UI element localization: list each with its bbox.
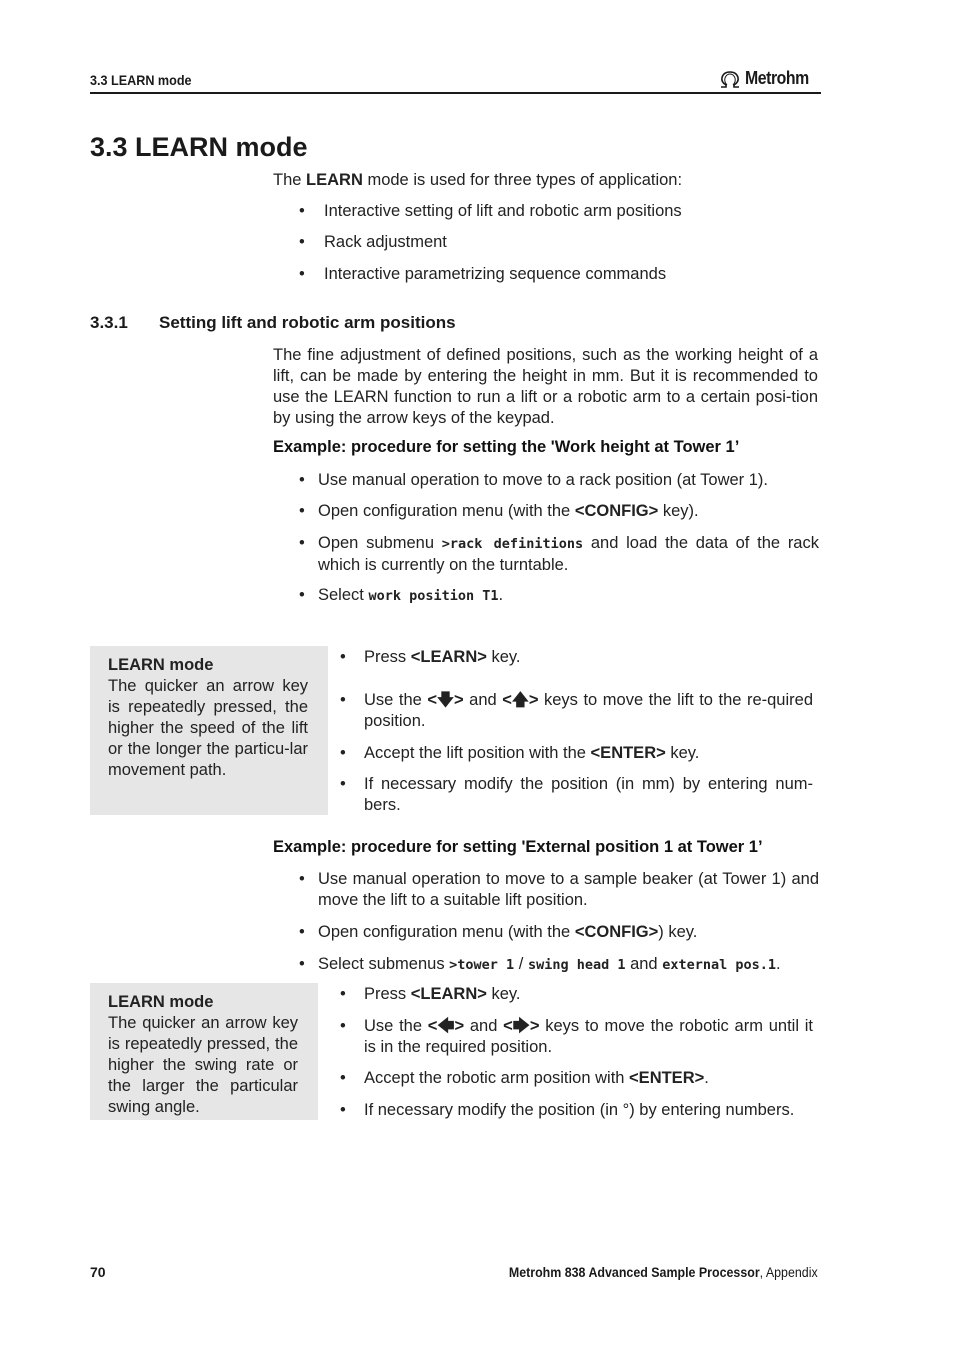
arrow-up-key: <🡅> [502, 691, 539, 709]
list-item: • Select work position T1. [299, 586, 504, 604]
learn-mode-note [90, 646, 328, 815]
example-heading: Example: procedure for setting 'External position 1 at Tower 1’ [273, 838, 763, 856]
list-item: • Accept the lift position with the <ENTER> key. [340, 744, 700, 762]
page-title: 3.3 LEARN mode [90, 132, 308, 162]
list-item: • If necessary modify the position (in mm) by entering num-bers. [340, 775, 813, 814]
intro-paragraph: The LEARN mode is used for three types of application: [273, 171, 683, 189]
list-item: • Use the <🡄> and <🡆> keys to move the robotic arm until it is in the required position. [340, 1017, 813, 1056]
arrow-right-key: <🡆> [503, 1017, 540, 1035]
list-item: • Open configuration menu (with the <CONFIG> key). [299, 502, 699, 520]
brand-logo [718, 68, 818, 89]
section-title: Setting lift and robotic arm positions [159, 313, 456, 332]
list-item: • Press <LEARN> key. [340, 985, 521, 1003]
list-item: • Interactive parametrizing sequence commands [299, 265, 667, 283]
list-item: • Press <LEARN> key. [340, 648, 521, 666]
header-rule [90, 92, 821, 94]
footer-product: Metrohm 838 Advanced Sample Processor, Appendix [509, 1265, 818, 1280]
example-heading: Example: procedure for setting the 'Work height at Tower 1’ [273, 438, 740, 456]
list-item: • If necessary modify the position (in °) by entering numbers. [340, 1101, 795, 1119]
section-paragraph: The fine adjustment of defined positions, such as the working height of a lift, can be made by entering the height in mm. But it is recommended to use the LEARN function to run a lift or a robotic arm to a certain posi-tion by using the arrow keys of the keypad. [273, 346, 818, 427]
note-title: LEARN mode [108, 656, 214, 674]
note-body: The quicker an arrow key is repeatedly pressed, the higher the swing rate or the larger the particular swing angle. [108, 1014, 298, 1116]
list-item: • Use manual operation to move to a sample beaker (at Tower 1) and move the lift to a suitable lift position. [299, 870, 819, 909]
section-heading [90, 313, 456, 333]
list-item: • Rack adjustment [299, 233, 447, 251]
arrow-down-key: <🡇> [427, 691, 464, 709]
list-item: • Accept the robotic arm position with <ENTER>. [340, 1069, 709, 1087]
list-item: • Open submenu >rack definitions and load the data of the rack which is currently on the turntable. [299, 534, 819, 574]
list-item: • Use manual operation to move to a rack position (at Tower 1). [299, 471, 769, 489]
page-number: 70 [90, 1264, 106, 1280]
list-item: • Use the <🡇> and <🡅> keys to move the lift to the re-quired position. [340, 691, 814, 730]
note-title: LEARN mode [108, 993, 214, 1011]
note-body: The quicker an arrow key is repeatedly pressed, the higher the speed of the lift or the longer the particu-lar movement path. [108, 677, 308, 779]
section-number: 3.3.1 [90, 313, 128, 332]
brand-name: Metrohm [745, 68, 809, 88]
list-item: • Open configuration menu (with the <CONFIG>) key. [299, 923, 698, 941]
running-header: 3.3 LEARN mode [90, 72, 192, 88]
list-item: • Select submenus >tower 1 / swing head 1 and external pos.1. [299, 955, 781, 973]
list-item: • Interactive setting of lift and robotic arm positions [299, 202, 682, 220]
learn-mode-note [90, 983, 318, 1120]
arrow-left-key: <🡄> [427, 1017, 465, 1035]
omega-icon [718, 70, 742, 88]
